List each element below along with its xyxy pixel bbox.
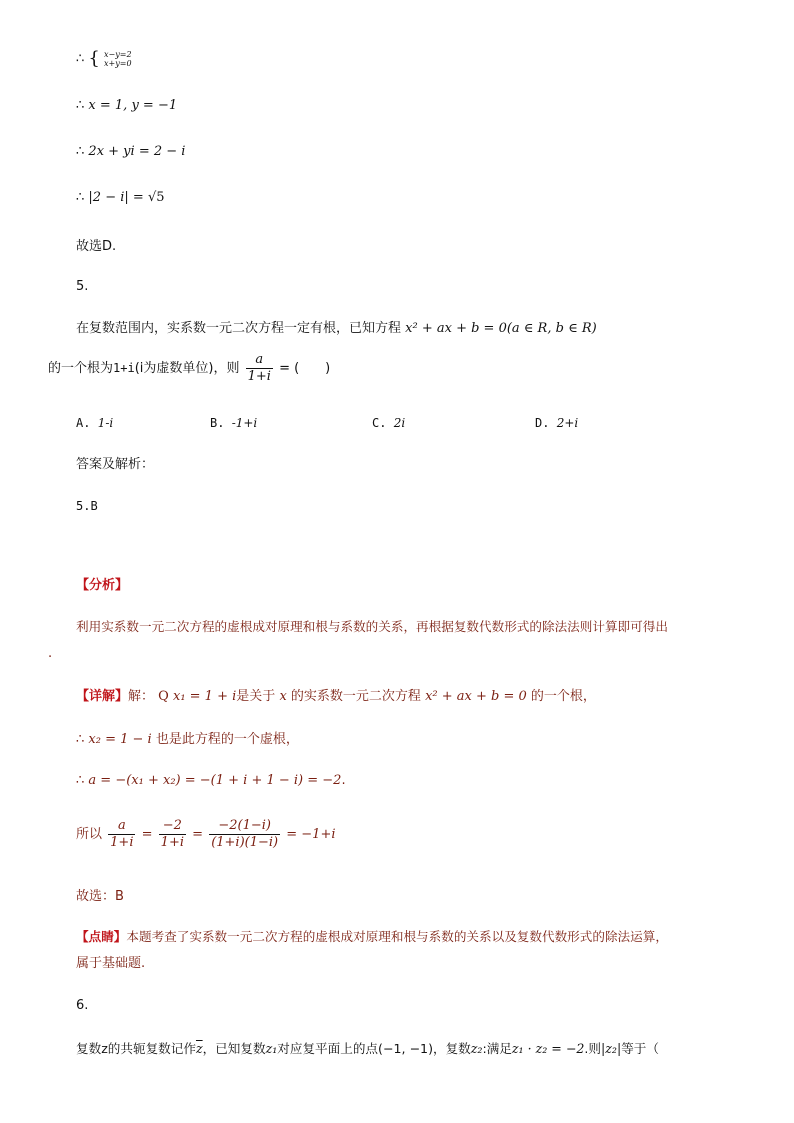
choice-c-letter: C. [372, 416, 387, 430]
detail-text2: 的实系数一元二次方程 [290, 689, 421, 704]
choice-b-letter: B. [210, 416, 225, 430]
therefore-symbol: ∴ [76, 732, 85, 747]
choice-b[interactable] [210, 416, 257, 430]
q6-number: 6. [76, 998, 89, 1013]
therefore-symbol: ∴ [76, 51, 85, 67]
q5-equation: x² + ax + b = 0(a ∈ R, b ∈ R) [405, 321, 597, 336]
choice-c-value: 2i [393, 416, 406, 430]
answer-heading: 答案及解析： [76, 457, 155, 472]
analysis-tag-text: 【分析】 [76, 578, 129, 593]
therefore-symbol: ∴ [76, 773, 85, 788]
q5-line2-end: = ( ) [279, 361, 331, 376]
abs-result: √5 [147, 190, 165, 205]
q5-line1-text: 在复数范围内，实系数一元二次方程一定有根，已知方程 [76, 321, 402, 336]
comment-text2: 属于基础题. [76, 956, 146, 971]
choice-d[interactable] [535, 416, 578, 430]
so-label: 所以 [76, 827, 103, 842]
q5-line2-c: (i为虚数单位)，则 [134, 361, 240, 376]
fraction-line [76, 818, 336, 851]
q6-condition: z₁ · z₂ = −2 [511, 1041, 585, 1056]
eq-system-bottom: x+y=0 [104, 59, 132, 68]
q5-number: 5. [76, 279, 89, 294]
q5-frac-num: a [246, 352, 273, 369]
frac-3-den: (1+i)(1−i) [211, 835, 279, 850]
a-value-line [76, 772, 346, 790]
xy-solution: x = 1, y = −1 [88, 98, 178, 113]
frac-1-num: a [108, 818, 135, 835]
conj-root-text: 也是此方程的一个虚根， [155, 732, 299, 747]
detail-root: x₁ = 1 + i [172, 689, 237, 704]
frac-2-num: −2 [159, 818, 186, 835]
xy-solution-line [76, 97, 177, 115]
analysis-text: 利用实系数一元二次方程的虚根成对原理和根与系数的关系，再根据复数代数形式的除法法则计算即可得出 [76, 619, 668, 634]
eq-system-top: x−y=2 [104, 50, 132, 59]
equals-1: = [141, 827, 153, 842]
q5-line2 [48, 352, 330, 385]
choose-b: 故选：B [76, 889, 124, 904]
detail-var: x [279, 689, 287, 704]
analysis-tag [76, 577, 128, 595]
q6-z2: z₂ [470, 1041, 483, 1056]
detail-text3: 的一个根， [530, 689, 596, 704]
frac-1-den: 1+i [110, 835, 134, 850]
equals-2: = [192, 827, 204, 842]
therefore-symbol: ∴ [76, 98, 85, 113]
choice-d-value: 2+i [556, 416, 579, 430]
q6-e: .则 [584, 1041, 602, 1056]
choose-d: 故选D. [76, 239, 117, 254]
conj-root: x₂ = 1 − i [88, 732, 152, 747]
eq-system-line [76, 50, 132, 69]
q5-root: 1+i [113, 361, 135, 375]
q5-line2-a: 的一个根为 [48, 361, 114, 376]
eq-system [104, 50, 132, 68]
q5-frac-den: 1+i [247, 369, 271, 384]
frac-3 [209, 818, 280, 851]
choice-a-letter: A. [76, 416, 91, 430]
q6-a: 复数z的共轭复数记作 [76, 1041, 196, 1056]
q6-line [76, 1040, 659, 1058]
therefore-symbol: ∴ [76, 190, 85, 205]
frac-2-den: 1+i [160, 835, 184, 850]
q6-abs: |z₂| [601, 1041, 622, 1056]
frac-1 [108, 818, 135, 851]
brace-symbol: { [88, 48, 100, 69]
conj-root-line [76, 731, 299, 749]
detail-equation: x² + ax + b = 0 [425, 689, 527, 704]
detail-tag: 【详解】 [76, 689, 129, 704]
frac-3-num: −2(1−i) [209, 818, 280, 835]
analysis-dot: . [48, 646, 53, 661]
choice-a[interactable] [76, 416, 113, 430]
therefore-symbol: ∴ [76, 144, 85, 159]
detail-text1: 是关于 [236, 689, 276, 704]
a-value: a = −(x₁ + x₂) = −(1 + i + 1 − i) = −2 [88, 773, 342, 788]
q6-d: :满足 [482, 1041, 512, 1056]
final-result: = −1+i [286, 827, 336, 842]
q6-b: ，已知复数 [202, 1041, 266, 1056]
detail-line [76, 688, 596, 706]
abs-expr: |2 − i| = [88, 190, 148, 205]
answer-value: 5.B [76, 499, 98, 513]
expr-line [76, 143, 185, 161]
q6-f: 等于（ [621, 1041, 659, 1056]
frac-2 [159, 818, 186, 851]
q6-zbar: $\overline{z}$ [195, 1041, 203, 1056]
because-symbol: Q [158, 689, 169, 704]
comment-line1 [76, 928, 668, 946]
comment-text1: 本题考查了实系数一元二次方程的虚根成对原理和根与系数的关系以及复数代数形式的除法运算， [126, 929, 668, 944]
choice-b-value: -1+i [231, 416, 258, 430]
q5-fraction [246, 352, 273, 385]
q6-c: 对应复平面上的点(−1, −1)，复数 [277, 1041, 471, 1056]
a-value-dot: . [341, 773, 346, 788]
choice-d-letter: D. [535, 416, 550, 430]
comment-tag: 【点睛】 [76, 929, 127, 944]
detail-prefix: 解： [128, 689, 155, 704]
expr-value: 2x + yi = 2 − i [88, 144, 186, 159]
choice-a-value: 1-i [97, 416, 114, 430]
q6-z1: z₁ [265, 1041, 278, 1056]
choice-c[interactable] [372, 416, 405, 430]
abs-line [76, 189, 165, 207]
q5-line1 [76, 320, 597, 338]
